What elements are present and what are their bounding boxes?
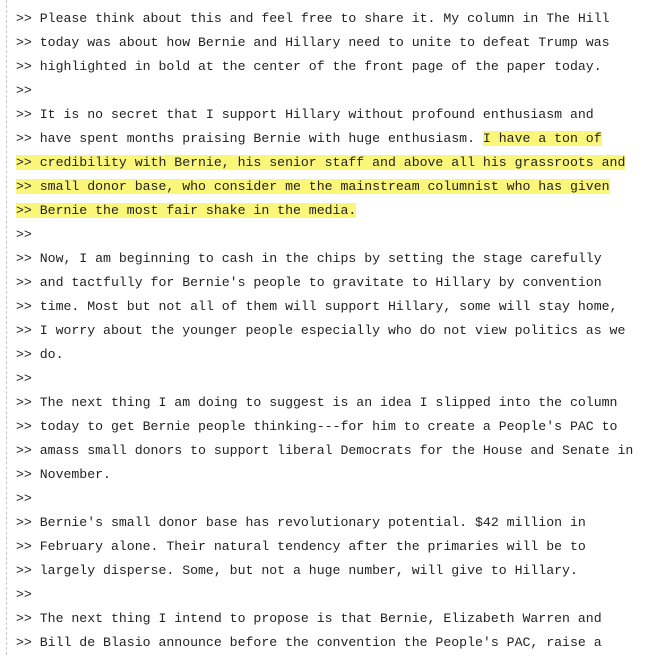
highlighted-text: >> credibility with Bernie, his senior staff and above all his grassroots and: [16, 155, 626, 170]
quoted-line: [16, 369, 656, 393]
quoted-line: [16, 177, 656, 201]
quoted-line: [16, 489, 656, 513]
line-text: >> I worry about the younger people especially who do not view politics as we: [16, 323, 626, 338]
line-text: >> Bill de Blasio announce before the convention the People's PAC, raise a: [16, 635, 602, 650]
line-text: >>: [16, 227, 32, 242]
highlighted-text: I have a ton of: [482, 131, 602, 146]
quoted-line: [16, 633, 656, 657]
line-text: >> November.: [16, 467, 111, 482]
quoted-line: [16, 201, 656, 225]
quoted-line: [16, 441, 656, 465]
quoted-line: [16, 417, 656, 441]
line-text: >> largely disperse. Some, but not a huge number, will give to Hillary.: [16, 563, 578, 578]
line-text: >>: [16, 83, 32, 98]
line-text: >> do.: [16, 347, 64, 362]
quoted-line: [16, 9, 656, 33]
quoted-line: [16, 561, 656, 585]
quoted-line: [16, 57, 656, 81]
line-text: >> Please think about this and feel free to share it. My column in The Hill: [16, 11, 610, 26]
highlighted-text: >> small donor base, who consider me the mainstream columnist who has given: [16, 179, 610, 194]
line-text: >> today was about how Bernie and Hillary need to unite to defeat Trump was: [16, 35, 610, 50]
quoted-line: [16, 345, 656, 369]
email-body: [16, 9, 656, 657]
quoted-line: [16, 297, 656, 321]
quoted-line: [16, 105, 656, 129]
line-text: >> Bernie's small donor base has revolutionary potential. $42 million in: [16, 515, 586, 530]
quoted-line: [16, 537, 656, 561]
quoted-line: [16, 225, 656, 249]
line-text: >> February alone. Their natural tendency after the primaries will be to: [16, 539, 586, 554]
line-text: >>: [16, 371, 32, 386]
quoted-line: [16, 393, 656, 417]
quoted-line: [16, 81, 656, 105]
line-text: >> Now, I am beginning to cash in the chips by setting the stage carefully: [16, 251, 602, 266]
quote-border: [6, 0, 7, 655]
line-text: >> and tactfully for Bernie's people to gravitate to Hillary by convention: [16, 275, 602, 290]
quoted-line: [16, 129, 656, 153]
line-text: >> today to get Bernie people thinking---for him to create a People's PAC to: [16, 419, 618, 434]
quoted-line: [16, 273, 656, 297]
quoted-line: [16, 465, 656, 489]
line-text: >>: [16, 491, 32, 506]
line-text: >> The next thing I intend to propose is that Bernie, Elizabeth Warren and: [16, 611, 602, 626]
highlighted-text: >> Bernie the most fair shake in the media.: [16, 203, 357, 218]
line-text: >> The next thing I am doing to suggest is an idea I slipped into the column: [16, 395, 618, 410]
quoted-line: [16, 585, 656, 609]
quoted-line: [16, 321, 656, 345]
line-text: >> highlighted in bold at the center of the front page of the paper today.: [16, 59, 602, 74]
quoted-line: [16, 153, 656, 177]
line-text: >>: [16, 587, 32, 602]
quoted-line: [16, 609, 656, 633]
line-text: >> amass small donors to support liberal Democrats for the House and Senate in: [16, 443, 634, 458]
line-text: >> have spent months praising Bernie with huge enthusiasm.: [16, 131, 483, 146]
quoted-line: [16, 33, 656, 57]
line-text: >> It is no secret that I support Hillary without profound enthusiasm and: [16, 107, 594, 122]
quoted-line: [16, 249, 656, 273]
quoted-line: [16, 513, 656, 537]
line-text: >> time. Most but not all of them will support Hillary, some will stay home,: [16, 299, 618, 314]
